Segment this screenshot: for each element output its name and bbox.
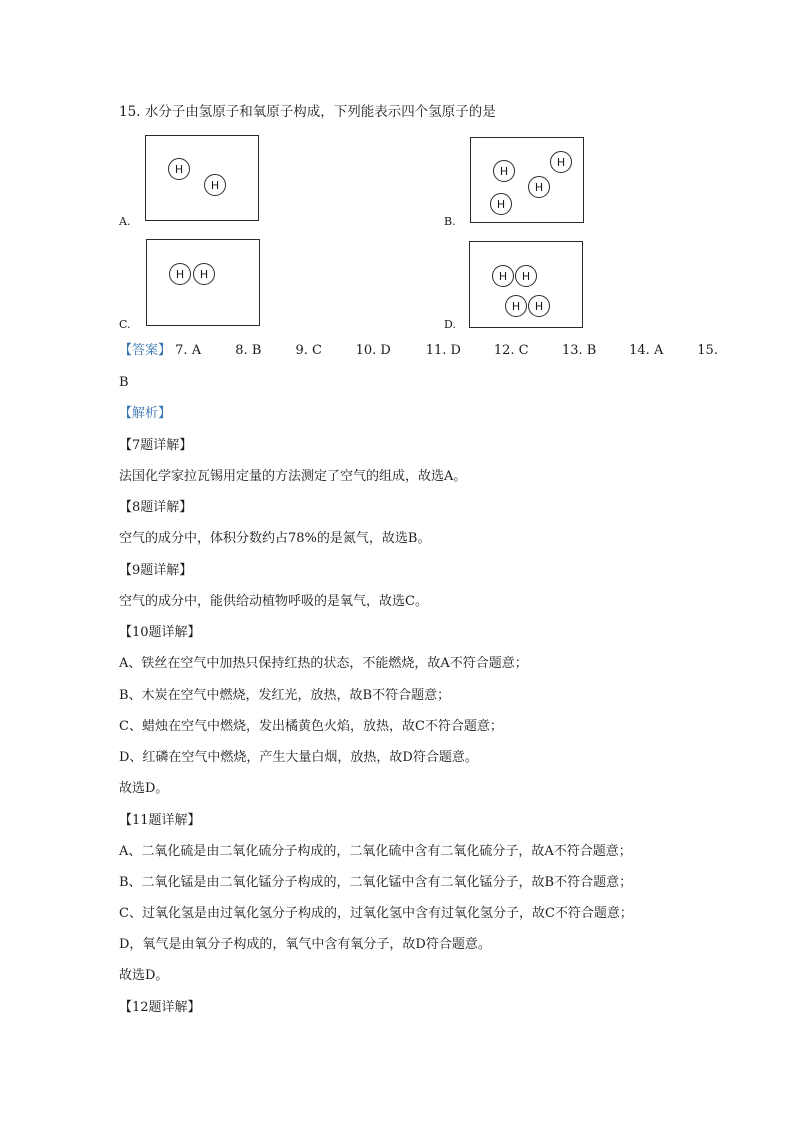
option-a-label: A. xyxy=(119,215,131,228)
answer-item: 9. C xyxy=(295,343,322,358)
option-a-diagram xyxy=(145,135,259,221)
hydrogen-atom-icon: H xyxy=(168,158,190,180)
q10-line-a: A、铁丝在空气中加热只保持红热的状态，不能燃烧，故A不符合题意； xyxy=(119,656,528,671)
answer-item: 12. C xyxy=(493,343,529,358)
hydrogen-atom-icon: H xyxy=(490,193,512,215)
hydrogen-atom-icon: H xyxy=(493,160,515,182)
q11-heading: 【11题详解】 xyxy=(119,813,201,828)
q11-line-b: B、二氧化锰是由二氧化锰分子构成的，二氧化锰中含有二氧化锰分子，故B不符合题意； xyxy=(119,875,633,890)
q10-line-c: C、蜡烛在空气中燃烧，发出橘黄色火焰，放热，故C不符合题意； xyxy=(119,719,503,734)
q11-line-a: A、二氧化硫是由二氧化硫分子构成的，二氧化硫中含有二氧化硫分子，故A不符合题意； xyxy=(119,844,632,859)
q12-heading: 【12题详解】 xyxy=(119,1000,201,1015)
hydrogen-atom-icon: H xyxy=(204,174,226,196)
option-b-label: B. xyxy=(444,215,456,228)
q7-text: 法国化学家拉瓦锡用定量的方法测定了空气的组成，故选A。 xyxy=(119,469,467,484)
hydrogen-atom-icon: H xyxy=(193,263,215,285)
q9-heading: 【9题详解】 xyxy=(119,563,193,578)
q8-heading: 【8题详解】 xyxy=(119,500,193,515)
q10-conclusion: 故选D。 xyxy=(119,781,169,796)
q9-text: 空气的成分中，能供给动植物呼吸的是氧气，故选C。 xyxy=(119,594,428,609)
answer-item: 11. D xyxy=(425,343,461,358)
q7-heading: 【7题详解】 xyxy=(119,438,193,453)
option-c-label: C. xyxy=(119,318,131,331)
q8-text: 空气的成分中，体积分数约占78%的是氮气，故选B。 xyxy=(119,531,431,546)
answer-item: 10. D xyxy=(355,343,391,358)
answer-label: 【答案】 xyxy=(119,343,172,358)
hydrogen-atom-icon: H xyxy=(550,151,572,173)
option-b-diagram xyxy=(470,137,584,223)
answer-item: 7. A xyxy=(175,343,202,358)
q10-heading: 【10题详解】 xyxy=(119,625,201,640)
option-d-label: D. xyxy=(444,318,456,331)
answer-wrap: B xyxy=(119,375,129,390)
hydrogen-atom-icon: H xyxy=(515,265,537,287)
option-c-diagram xyxy=(146,239,260,326)
option-d-diagram xyxy=(469,241,583,328)
hydrogen-atom-icon: H xyxy=(528,176,550,198)
hydrogen-atom-icon: H xyxy=(505,295,527,317)
analysis-label: 【解析】 xyxy=(119,406,172,421)
answer-item: 14. A xyxy=(629,343,664,358)
q11-line-d: D，氧气是由氧分子构成的，氧气中含有氧分子，故D符合题意。 xyxy=(119,937,491,952)
hydrogen-atom-icon: H xyxy=(169,263,191,285)
answer-item: 15. xyxy=(697,343,718,358)
answer-line xyxy=(119,343,718,359)
q11-conclusion: 故选D。 xyxy=(119,968,169,983)
answer-item: 8. B xyxy=(235,343,262,358)
answer-item: 13. B xyxy=(562,343,597,358)
q10-line-b: B、木炭在空气中燃烧，发红光，放热，故B不符合题意； xyxy=(119,688,451,703)
hydrogen-atom-icon: H xyxy=(528,295,550,317)
hydrogen-atom-icon: H xyxy=(492,265,514,287)
q10-line-d: D、红磷在空气中燃烧，产生大量白烟，放热，故D符合题意。 xyxy=(119,750,478,765)
q11-line-c: C、过氧化氢是由过氧化氢分子构成的，过氧化氢中含有过氧化氢分子，故C不符合题意； xyxy=(119,906,633,921)
question-15-text: 15. 水分子由氢原子和氧原子构成，下列能表示四个氢原子的是 xyxy=(119,104,496,120)
